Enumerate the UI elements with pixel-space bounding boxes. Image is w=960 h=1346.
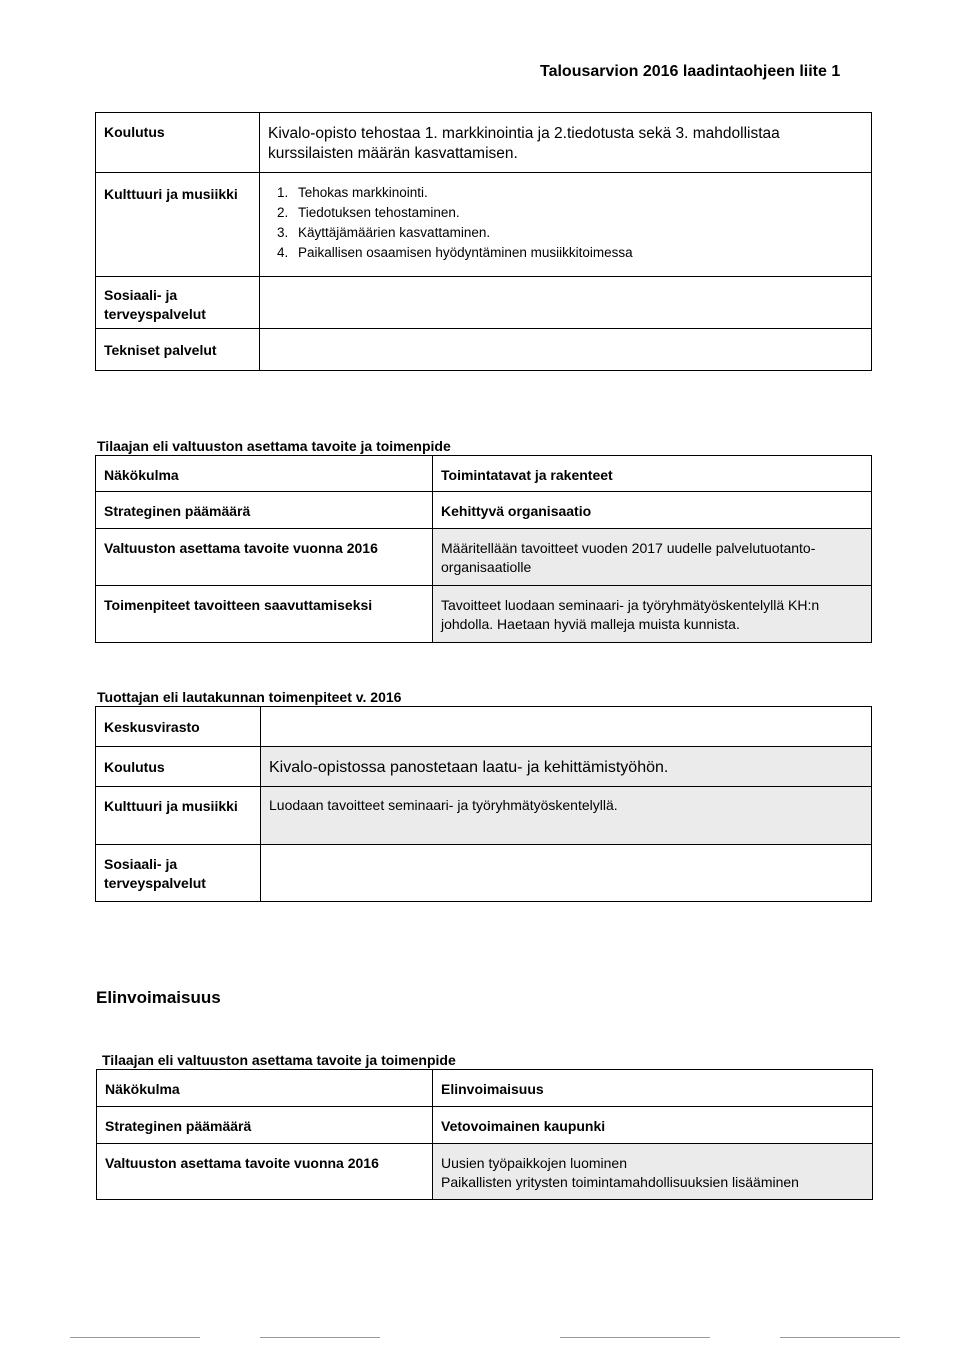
row-label-tekniset: Tekniset palvelut xyxy=(96,329,260,371)
section-caption-tuottaja: Tuottajan eli lautakunnan toimenpiteet v. 2016 xyxy=(97,689,402,705)
section-caption-tilaaja-2: Tilaajan eli valtuuston asettama tavoite ja toimenpide xyxy=(102,1052,456,1068)
tavoite-value: Määritellään tavoitteet vuoden 2017 uudelle palvelutuotanto-organisaatiolle xyxy=(433,529,872,586)
section-title-elinvoimaisuus: Elinvoimaisuus xyxy=(96,988,221,1007)
row-value-kulttuuri: Luodaan tavoitteet seminaari- ja työryhmätyöskentelyllä. xyxy=(261,787,872,845)
scan-artifact-line xyxy=(780,1337,900,1338)
scan-artifact-line xyxy=(260,1337,380,1338)
valtuusto-goal-table xyxy=(95,455,872,643)
paamaara-value: Vetovoimainen kaupunki xyxy=(433,1107,873,1144)
row-value-sosiaali xyxy=(260,277,872,329)
row-value-koulutus: Kivalo-opistossa panostetaan laatu- ja kehittämistyöhön. xyxy=(261,747,872,787)
row-label-sosiaali: Sosiaali- ja terveyspalvelut xyxy=(96,277,260,329)
lautakunta-actions-table xyxy=(95,706,872,902)
nakokulma-label: Näkökulma xyxy=(96,456,433,492)
row-label-kulttuuri: Kulttuuri ja musiikki xyxy=(96,173,260,277)
scan-artifact-line xyxy=(560,1337,710,1338)
row-label-keskusvirasto: Keskusvirasto xyxy=(96,707,261,747)
row-label-koulutus: Koulutus xyxy=(96,747,261,787)
nakokulma-label: Näkökulma xyxy=(97,1070,433,1107)
toimenpiteet-label: Toimenpiteet tavoitteen saavuttamiseksi xyxy=(96,586,433,643)
row-label-kulttuuri: Kulttuuri ja musiikki xyxy=(96,787,261,845)
scan-artifact-line xyxy=(70,1337,200,1338)
tavoite-label: Valtuuston asettama tavoite vuonna 2016 xyxy=(97,1144,433,1200)
list-item: 3. Käyttäjämäärien kasvattaminen. xyxy=(292,223,871,243)
row-value-kulttuuri xyxy=(260,173,872,277)
paamaara-label: Strateginen päämäärä xyxy=(96,492,433,529)
row-label-koulutus: Koulutus xyxy=(96,113,260,173)
list-item: 2. Tiedotuksen tehostaminen. xyxy=(292,203,871,223)
tavoite-value: Uusien työpaikkojen luominen Paikallisten yritysten toimintamahdollisuuksien lisääminen xyxy=(433,1144,873,1200)
page-header-title: Talousarvion 2016 laadintaohjeen liite 1 xyxy=(540,63,841,80)
list-item: 1. Tehokas markkinointi. xyxy=(292,183,871,203)
paamaara-label: Strateginen päämäärä xyxy=(97,1107,433,1144)
paamaara-value: Kehittyvä organisaatio xyxy=(433,492,872,529)
row-value-sosiaali xyxy=(261,845,872,902)
row-value-keskusvirasto xyxy=(261,707,872,747)
list-item: 4. Paikallisen osaamisen hyödyntäminen musiikkitoimessa xyxy=(292,243,871,263)
goals-list xyxy=(260,183,871,263)
tavoite-label: Valtuuston asettama tavoite vuonna 2016 xyxy=(96,529,433,586)
row-value-tekniset xyxy=(260,329,872,371)
toimenpiteet-value: Tavoitteet luodaan seminaari- ja työryhmätyöskentelyllä KH:n johdolla. Haetaan hyviä malleja muista kunnista. xyxy=(433,586,872,643)
nakokulma-value: Toimintatavat ja rakenteet xyxy=(433,456,872,492)
nakokulma-value: Elinvoimaisuus xyxy=(433,1070,873,1107)
row-label-sosiaali: Sosiaali- ja terveyspalvelut xyxy=(96,845,261,902)
row-value-koulutus: Kivalo-opisto tehostaa 1. markkinointia ja 2.tiedotusta sekä 3. mahdollistaa kurssilaisten määrän kasvattamisen. xyxy=(260,113,872,173)
elinvoimaisuus-goal-table xyxy=(96,1069,873,1200)
section-caption-tilaaja: Tilaajan eli valtuuston asettama tavoite ja toimenpide xyxy=(97,438,451,454)
service-goals-table xyxy=(95,112,872,371)
